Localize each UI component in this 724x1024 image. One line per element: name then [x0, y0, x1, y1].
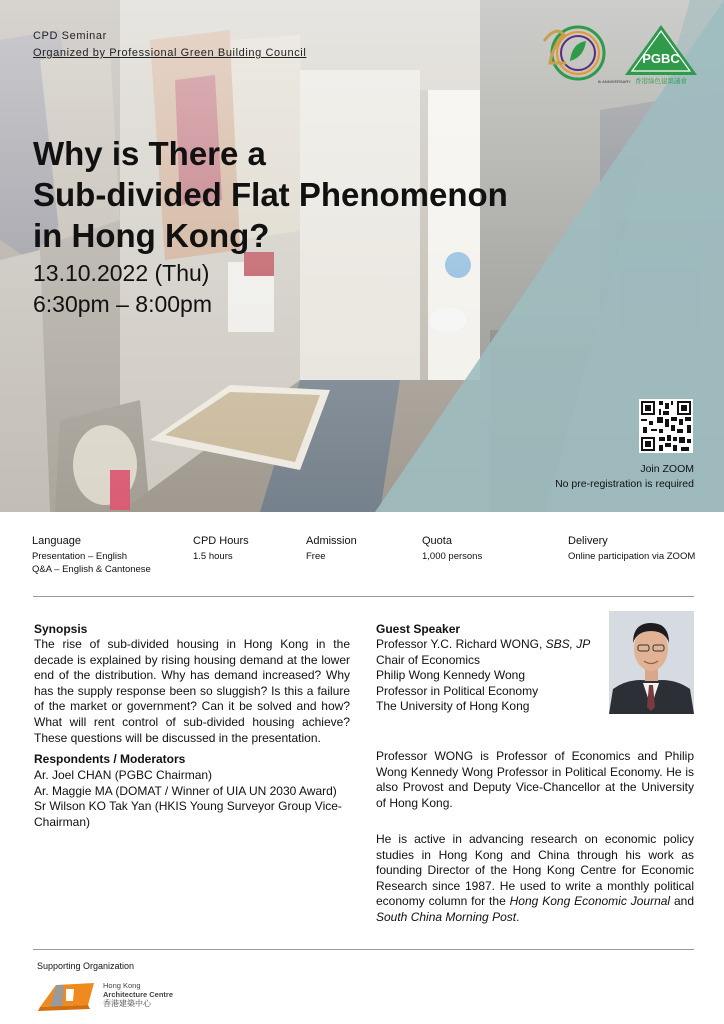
pgbc-letters: PGBC [642, 51, 680, 66]
anniversary-text: th ANNIVERSARY [598, 79, 631, 84]
seminar-type: CPD Seminar [33, 30, 107, 42]
divider [33, 596, 694, 597]
speaker-name: Professor Y.C. Richard WONG, [376, 637, 546, 651]
pgbc-logo [624, 23, 699, 85]
info-cpd-hours [193, 535, 249, 563]
respondent-item: Sr Wilson KO Tak Yan (HKIS Young Surveyor Group Vice- [34, 799, 342, 814]
speaker-honours: SBS, JP [545, 637, 591, 651]
event-time: 6:30pm – 8:00pm [33, 291, 213, 317]
newspaper-name: South China Morning Post [376, 909, 517, 924]
guest-speaker-heading: Guest Speaker [376, 622, 461, 636]
organizer-line: Organized by Professional Green Building Council [33, 47, 307, 59]
respondents-heading: Respondents / Moderators [34, 752, 186, 766]
hkac-name [103, 981, 173, 1008]
bio-text: and [670, 894, 694, 909]
speaker-title: Chair of Economics [376, 652, 481, 667]
hkac-bold-line: Architecture Centre [103, 990, 174, 999]
info-language [32, 535, 151, 576]
bio-text: He is active in advancing research on economic policy studies in Hong Kong and China through his work as founding Director of the Hong Kong Centre for Economic Research since 1987. He used to write a monthly political economy column for the [376, 832, 694, 909]
hkac-line [103, 990, 173, 999]
quota-value: 1,000 persons [422, 551, 483, 562]
respondents-list [34, 768, 364, 830]
language-line: Q&A – English & Cantonese [32, 564, 151, 575]
speaker-name-line [376, 637, 604, 653]
hkac-logo [38, 981, 96, 1011]
speaker-bio-2 [376, 832, 694, 926]
event-date: 13.10.2022 (Thu) [33, 260, 210, 286]
language-line: Presentation – English [32, 551, 128, 562]
title-line: Why is There a [33, 135, 266, 172]
cpd-label: CPD Hours [193, 535, 249, 547]
title-line: Sub-divided Flat Phenomenon [33, 176, 508, 213]
delivery-value: Online participation via ZOOM [568, 551, 696, 562]
speaker-title: The University of Hong Kong [376, 699, 530, 714]
respondent-item: Chairman) [34, 814, 91, 829]
pgbc-chinese: 香港綠色建築議會 [635, 77, 687, 85]
registration-note: No pre-registration is required [555, 478, 694, 490]
respondent-item: Ar. Maggie MA (DOMAT / Winner of UIA UN 2030 Award) [34, 783, 337, 798]
delivery-label: Delivery [568, 535, 608, 547]
cpd-value: 1.5 hours [193, 551, 233, 562]
speaker-title: Professor in Political Economy [376, 683, 539, 698]
journal-name: Hong Kong Economic Journal [509, 894, 671, 909]
language-label: Language [32, 535, 81, 547]
divider [33, 949, 694, 950]
page-title [33, 133, 593, 256]
info-delivery [568, 535, 695, 563]
info-quota [422, 535, 482, 563]
quota-label: Quota [422, 535, 452, 547]
title-line: in Hong Kong? [33, 217, 270, 254]
speaker-title: Philip Wong Kennedy Wong [376, 668, 525, 683]
supporting-organization-label: Supporting Organization [37, 961, 135, 971]
hkac-line: Hong Kong [103, 981, 141, 990]
anniversary-logo [540, 23, 631, 87]
admission-value: Free [306, 551, 326, 562]
speaker-photo [609, 611, 694, 714]
speaker-details [376, 637, 604, 715]
bio-text: . [516, 909, 520, 924]
admission-label: Admission [306, 535, 357, 547]
speaker-portrait [609, 611, 694, 714]
respondent-item: Ar. Joel CHAN (PGBC Chairman) [34, 768, 213, 782]
synopsis-heading: Synopsis [34, 622, 88, 636]
synopsis-text: The rise of sub-divided housing in Hong Kong in the decade is explained by rising housing demand at the lower end of the distribution. Why has demand increased? Why has the supply response been so sluggish? Is this a failure of the market or government? Can it be solved and how? What will rent control of sub-divided housing achieve? These questions will be discussed in the presentation. [34, 637, 350, 745]
speaker-bio-1: Professor WONG is Professor of Economics and Philip Wong Kennedy Wong Professor in Political Economy. He is also Provost and Deputy Vice-Chancellor at the University of Hong Kong. [376, 749, 694, 810]
join-zoom-label: Join ZOOM [640, 463, 694, 475]
hkac-chinese: 香港建築中心 [103, 999, 151, 1008]
info-admission [306, 535, 357, 563]
zoom-qr-code[interactable] [639, 399, 693, 453]
